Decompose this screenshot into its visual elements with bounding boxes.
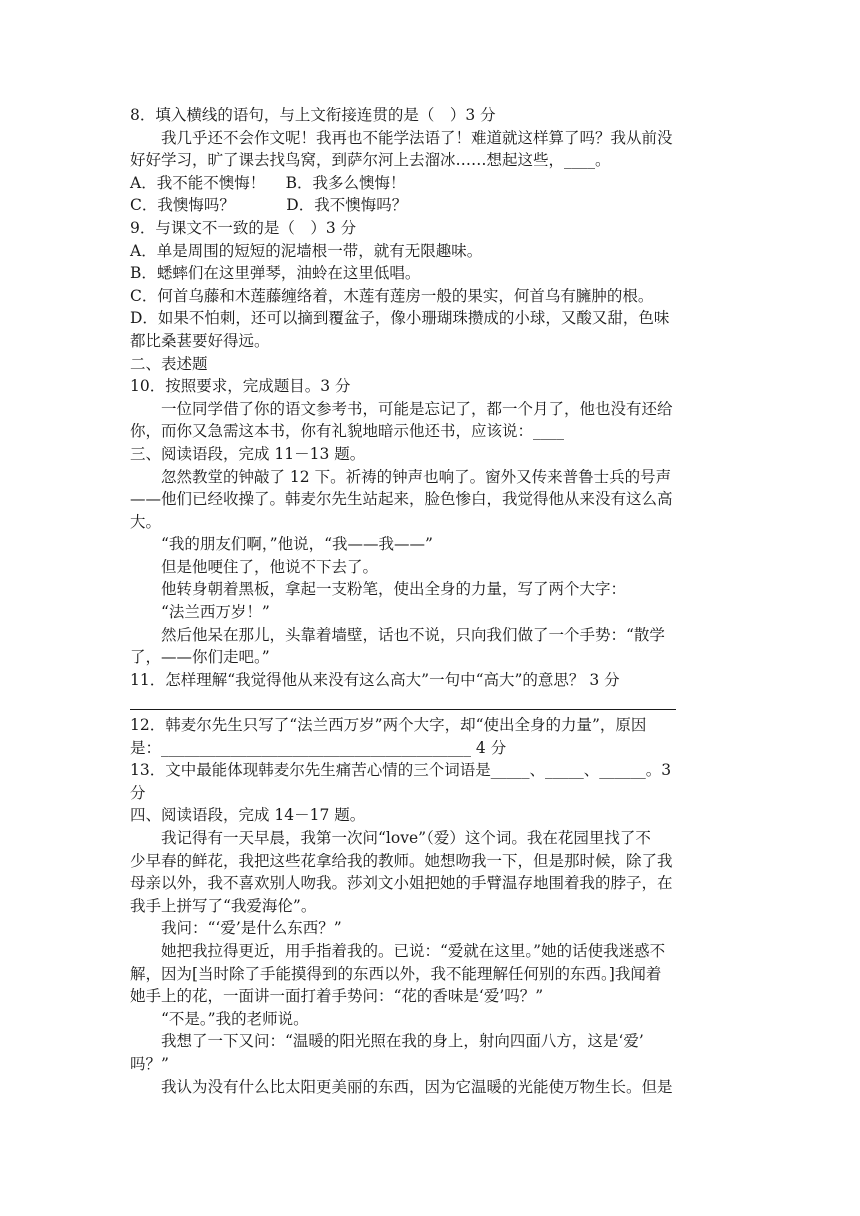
text-line: 我记得有一天早晨，我第一次问“love”（爱）这个词。我在花园里找了不 [161, 829, 651, 847]
text-line: 都比桑葚要好得远。 [130, 331, 270, 350]
text-line: 吗？” [130, 1054, 169, 1073]
text-line: 我手上拼写了“我爱海伦”。 [130, 896, 317, 915]
text-line: 四、阅读语段，完成 14－17 题。 [130, 806, 366, 825]
text-line: 9．与课文不一致的是（ ）3 分 [130, 218, 357, 237]
text-line: 她把我拉得更近，用手指着我的。已说：“爱就在这里。”她的话使我迷惑不 [161, 941, 666, 960]
text-line: 二、表述题 [130, 354, 208, 373]
text-line: C．何首乌藤和木莲藤缠络着，木莲有莲房一般的果实，何首乌有臃肿的根。 [130, 286, 654, 305]
text-line: 忽然教堂的钟敲了 12 下。祈祷的钟声也响了。窗外又传来普鲁士兵的号声 [161, 467, 672, 486]
text-line: 我问：“‘爱’是什么东西？” [161, 919, 342, 938]
text-line: 8．填入横线的语句，与上文衔接连贯的是（ ）3 分 [130, 106, 496, 124]
text-line: 了，——你们走吧。” [130, 648, 270, 667]
text-line: 你，而你又急需这本书，你有礼貌地暗示他还书，应该说：____ [130, 422, 565, 441]
text-line: “法兰西万岁！” [161, 603, 270, 622]
text-line: 解，因为[当时除了手能摸得到的东西以外，我不能理解任何别的东西。]我闻着 [130, 964, 662, 983]
text-line: 她手上的花，一面讲一面打着手势问：“花的香味是‘爱’吗？” [130, 987, 544, 1006]
text-line: D．如果不怕刺，还可以摘到覆盆子，像小珊瑚珠攒成的小球，又酸又甜，色味 [130, 309, 670, 328]
text-line: 13．文中最能体现韩麦尔先生痛苦心情的三个词语是_____、_____、______。3 [130, 761, 672, 780]
text-line: “不是。”我的老师说。 [161, 1009, 309, 1028]
answer-line [130, 691, 734, 714]
text-line: 分 [130, 783, 146, 802]
text-line: “我的朋友们啊，”他说，“我——我——” [161, 535, 433, 554]
text-line: 是：________________________________________ 4 分 [130, 738, 507, 757]
text-line: B．蟋蟀们在这里弹琴，油蛉在这里低唱。 [130, 264, 421, 283]
answer-underline [130, 709, 676, 710]
text-line: 10．按照要求，完成题目。3 分 [130, 377, 351, 396]
text-line: 好好学习，旷了课去找鸟窝，到萨尔河上去溜冰……想起这些，____。 [130, 151, 611, 170]
text-line: 一位同学借了你的语文参考书，可能是忘记了，都一个月了，他也没有还给 [161, 399, 673, 418]
text-line: 母亲以外，我不喜欢别人吻我。莎刘文小姐把她的手臂温存地围着我的脖子，在 [130, 874, 673, 893]
text-line: 少早春的鲜花，我把这些花拿给我的教师。她想吻我一下，但是那时候，除了我 [130, 851, 673, 870]
text-line: A．单是周围的短短的泥墙根一带，就有无限趣味。 [130, 241, 483, 260]
text-line: 但是他哽住了，他说不下去了。 [161, 557, 379, 576]
text-line: 12．韩麦尔先生只写了“法兰西万岁”两个大字，却“使出全身的力量”，原因 [130, 716, 647, 735]
text-line: 然后他呆在那儿，头靠着墙壁，话也不说，只向我们做了一个手势：“散学 [161, 625, 665, 644]
text-line: 大。 [130, 512, 162, 531]
text-line: 他转身朝着黑板，拿起一支粉笔，使出全身的力量，写了两个大字： [161, 580, 627, 599]
text-line: A．我不能不懊悔！ B．我多么懊悔！ [130, 173, 406, 192]
text-line: ——他们已经收操了。韩麦尔先生站起来，脸色惨白，我觉得他从来没有这么高 [130, 490, 673, 509]
document-page [130, 104, 734, 1098]
text-line: C．我懊悔吗？ D．我不懊悔吗？ [130, 196, 408, 215]
text-line: 我想了一下又问：“温暖的阳光照在我的身上，射向四面八方，这是‘爱’ [161, 1032, 644, 1051]
text-line: 三、阅读语段，完成 11－13 题。 [130, 444, 366, 463]
text-line: 我几乎还不会作文呢！我再也不能学法语了！难道就这样算了吗？我从前没 [161, 128, 673, 147]
text-line: 我认为没有什么比太阳更美丽的东西，因为它温暖的光能使万物生长。但是 [161, 1077, 673, 1096]
text-line: 11．怎样理解“我觉得他从来没有这么高大”一句中“高大”的意思？ 3 分 [130, 670, 620, 689]
